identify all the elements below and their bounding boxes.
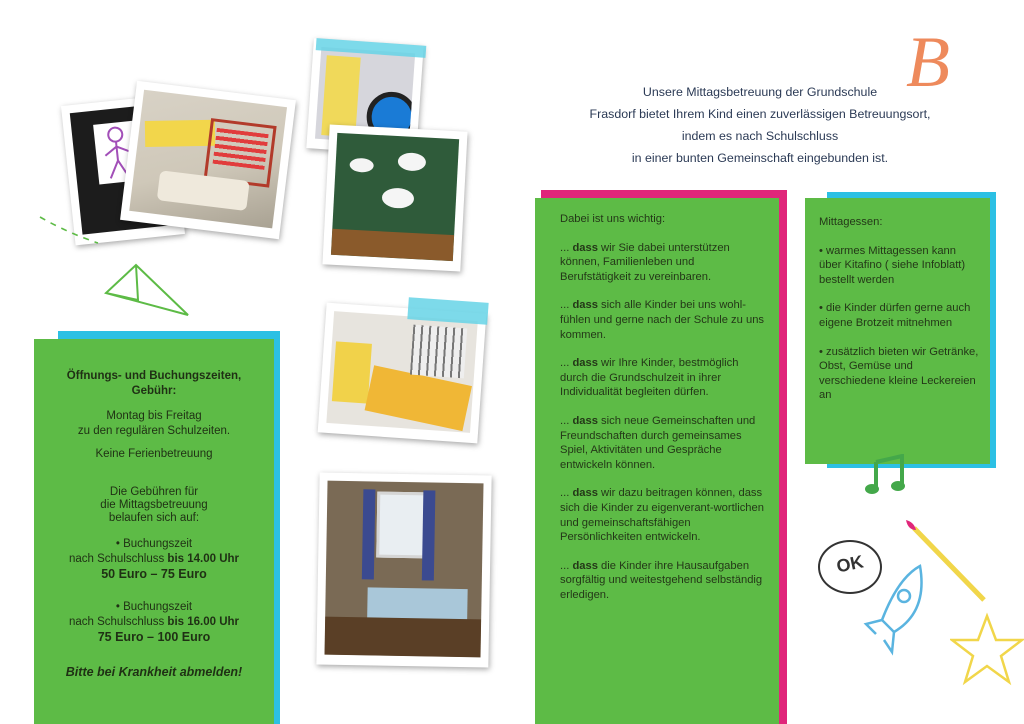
- option2-time-line: [44, 615, 264, 630]
- middle-item: ... dass sich alle Kinder bei uns wohl-fühlen und gerne nach der Schule zu uns kommen.: [560, 299, 765, 341]
- intro-big-letter: B: [906, 22, 950, 102]
- option1-price: 50 Euro – 75 Euro: [101, 567, 207, 581]
- ok-text: OK: [834, 551, 866, 577]
- lunch-heading: Mittagessen:: [819, 216, 883, 228]
- right-info-box: [805, 198, 990, 464]
- music-note-icon: [864, 454, 908, 498]
- middle-heading: Dabei ist uns wichtig:: [560, 213, 666, 225]
- option2-time: bis 16.00 Uhr: [167, 616, 240, 628]
- hours-title: Öffnungs- und Buchungszeiten, Gebühr:: [66, 370, 242, 397]
- middle-item: ... dass wir Ihre Kinder, bestmöglich durch die Grundschulzeit in ihrer Individualität begleiten dürfen.: [560, 357, 739, 399]
- fees-line-1: Die Gebühren für: [109, 486, 199, 498]
- middle-info-box: [535, 198, 779, 724]
- fees-line-3: belaufen sich auf:: [108, 512, 200, 524]
- star-icon: [950, 612, 1024, 686]
- middle-item: ... dass sich neue Gemeinschaften und Freundschaften durch gemeinsames Spiel, Aktivitäten und Gespräche entwickeln können.: [560, 414, 756, 471]
- middle-item: ... dass die Kinder ihre Hausaufgaben sorgfältig und weitestgehend selbständig erledigen.: [560, 559, 763, 601]
- intro-line-3: indem es nach Schulschluss: [681, 129, 839, 143]
- option1-text: nach Schulschluss: [68, 553, 168, 565]
- intro-text: [560, 81, 960, 169]
- option1-time: bis 14.00 Uhr: [167, 553, 240, 565]
- photo-room: [316, 473, 491, 668]
- option2-price: 75 Euro – 100 Euro: [97, 630, 211, 644]
- option2-label: • Buchungszeit: [115, 601, 193, 613]
- lunch-item: • warmes Mittagessen kann über Kitafino ( siehe Infoblatt) bestellt werden: [819, 244, 966, 286]
- intro-line-4: in einer bunten Gemeinschaft eingebunden ist.: [631, 151, 889, 165]
- paper-plane-icon: [28, 205, 198, 325]
- fees-line-2: die Mittagsbetreuung: [100, 499, 208, 511]
- sick-note: Bitte bei Krankheit abmelden!: [65, 665, 243, 679]
- photo-lunch-table: [322, 124, 467, 271]
- option1-time-line: [44, 552, 264, 567]
- hours-line-1: Montag bis Freitag: [106, 410, 202, 422]
- intro-line-2: Frasdorf bietet Ihrem Kind einen zuverlässigen Betreuungsort,: [589, 107, 931, 121]
- option2-text: nach Schulschluss: [68, 616, 168, 628]
- photo-books: [318, 303, 487, 444]
- intro-line-1: Unsere Mittagsbetreuung der Grundschule: [642, 85, 878, 99]
- middle-item: ... dass wir dazu beitragen können, dass sich die Kinder zu eigenverant-wortlichen und gemeinschaftsfähigen Persönlichkeiten entwickeln.: [560, 487, 764, 544]
- option1-label: • Buchungszeit: [115, 538, 193, 550]
- middle-item: ... dass wir Sie dabei unterstützen können, Familienleben und Berufstätigkeit zu vereinbaren.: [560, 241, 730, 283]
- left-info-box: [34, 339, 274, 724]
- no-holiday-care: Keine Ferienbetreuung: [95, 448, 213, 460]
- rocket-icon: [858, 560, 938, 664]
- lunch-item: • zusätzlich bieten wir Getränke, Obst, Gemüse und verschiedene kleine Leckereien an: [819, 345, 979, 402]
- hours-line-2: zu den regulären Schulzeiten.: [77, 425, 231, 437]
- lunch-item: • die Kinder dürfen gerne auch eigene Brotzeit mitnehmen: [819, 302, 971, 329]
